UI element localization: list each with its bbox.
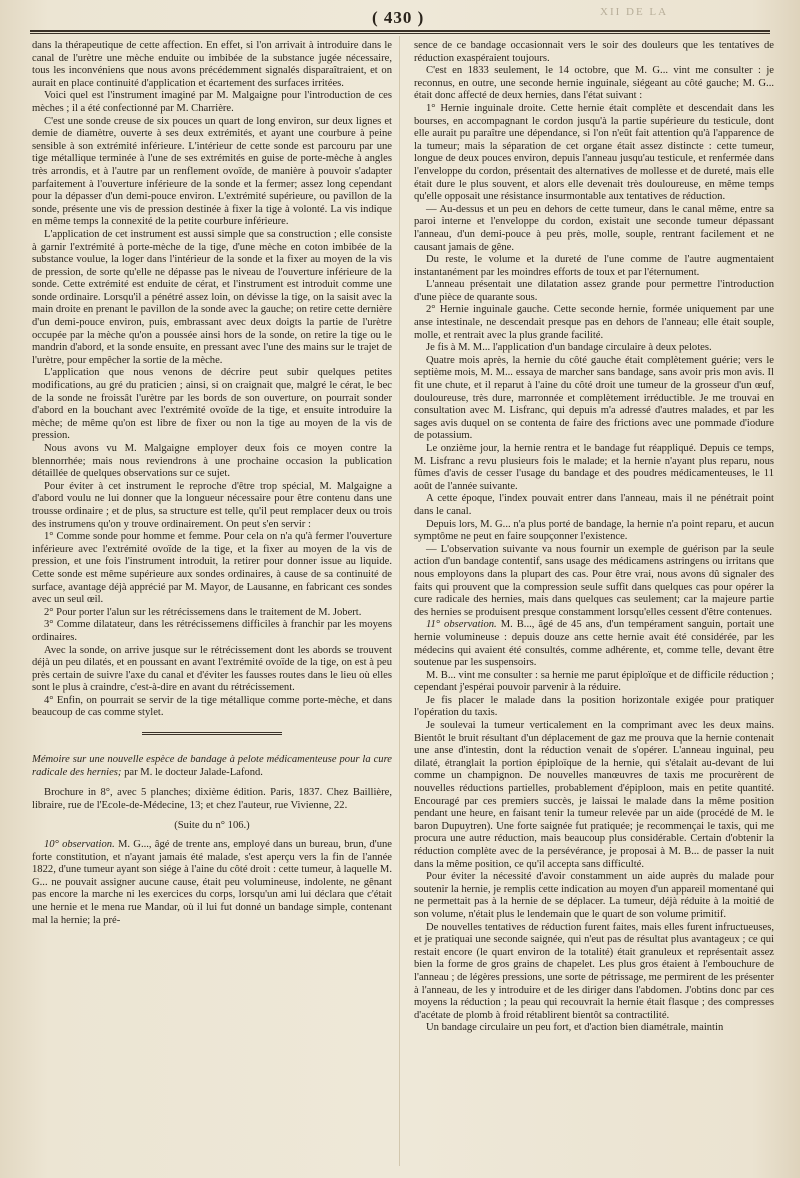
list-item: 2° Pour porter l'alun sur les rétrécissemens dans le traitement de M. Jobert.	[44, 606, 362, 618]
paragraph: Pour éviter la nécessité d'avoir constamment un aide auprès du malade pour soutenir la hernie, je remplis cette indication au moyen d'un appareil momentané qui ne permettait pas à la hernie de se déplacer. La tumeur, déjà réduite à la moitié de son volume, n'était plus le lendemain que le quart de son volume primitif.	[414, 871, 774, 920]
observation-paragraph	[414, 619, 774, 669]
observation-label: 11° observation.	[426, 619, 497, 631]
paragraph: — L'observation suivante va nous fournir un exemple de guérison par la seule action d'un bandage contentif, sans usage des médicamens astringens ou irritans que nous employons dans la plupart des cas. Pour être vrai, nous avons dû signaler des faits qui prouvent que la compression seule suffit dans quelques cas pour opérer la cure radicale des hernies, mais dans quelques cas seulement; car la majeure partie des hernies se produisent presque constamment lorsqu'elles cessent d'être contenues.	[414, 543, 774, 618]
paragraph: Je fis à M. M... l'application d'un bandage circulaire à deux pelotes.	[426, 342, 712, 354]
observation-paragraph	[32, 839, 392, 927]
paragraph: Depuis lors, M. G... n'a plus porté de bandage, la hernie n'a point reparu, et aucun symptôme ne peut en faire soupçonner l'existence.	[414, 518, 774, 543]
paragraph: 1° Hernie inguinale droite. Cette hernie était complète et descendait dans les bourses, en accompagnant le cordon jusqu'à la partie supérieure du testicule, dont elle aurait pu paraître une dépendance, si l'on n'eût fait attention qu'à l'apparence de la tumeur; mais la séparation de cet organe était assez distincte : cette tumeur, longue de deux pouces environ, depuis l'anneau jusqu'au testicule, et renfermée dans l'enveloppe du cordon, présentait des alternatives de mollesse et de dureté, mais elle était dure le plus souvent, et alors elle devenait très douloureuse, en même temps qu'elle opposait une résistance insurmontable aux tentatives de réduction.	[414, 102, 774, 203]
list-item: 3° Comme dilatateur, dans les rétrécissemens difficiles à franchir par les moyens ordinaires.	[32, 619, 392, 643]
paragraph: Je soulevai la tumeur verticalement en la comprimant avec les deux mains. Bientôt le bruit résultant d'un déplacement de gaz me prouva que la hernie contenait une anse d'intestin, dont la réduction venait de s'opérer. L'anneau inguinal, peu dilaté, étranglait la portion épiploïque de la hernie, qui s'étalait au-devant de lui comme un champignon. De nouvelles manœuvres de taxis me procurèrent de nouvelles réductions partielles, probablement d'épiploon, mais en petite quantité. Encouragé par ces premiers succès, je laissai le malade dans la même position pendant une heure, en faisant tenir la tumeur relevée par un aide (procédé de M. le baron Dupuytren). Une forte saignée fut pratiquée; je recommençai le taxis, qui me procura une autre réduction, mais beaucoup plus considérable. Certain d'obtenir la réduction complète avec de la persévérance, je proposai à M. B... de passer la nuit dans la même position, ce qu'il accepta sans difficulté.	[414, 720, 774, 870]
review-author: par M. le docteur Jalade-Lafond.	[124, 766, 263, 778]
review-title-block	[32, 754, 392, 779]
paragraph: Pour éviter à cet instrument le reproche d'être trop spécial, M. Malgaigne a d'abord voulu ne lui donner que la longueur nécessaire pour être contenu dans une trousse ordinaire ; et de plus, sa structure est telle, qu'il peut remplacer deux ou trois des instrumens qu'on y trouve ordinairement. On peut s'en servir :	[32, 480, 392, 530]
paragraph: M. B... vint me consulter : sa hernie me parut épiploïque et de difficile réduction ; cependant j'espérai pouvoir parvenir à la réduire.	[414, 669, 774, 694]
paragraph: L'anneau présentait une dilatation assez grande pour permettre l'introduction d'une pièce de quarante sous.	[414, 279, 774, 303]
paragraph: 2° Hernie inguinale gauche. Cette seconde hernie, formée uniquement par une anse intestinale, ne descendait presque pas en dehors de l'anneau; elle était souple, molle, et rentrait avec la plus grande facilité.	[414, 304, 774, 341]
page-number: ( 430 )	[372, 8, 425, 27]
paragraph: Voici quel est l'instrument imaginé par M. Malgaigne pour l'introduction de ces mèches ; il a été confectionné par M. Charrière.	[32, 90, 392, 114]
header-rule	[30, 30, 770, 34]
observation-text: M. B..., âgé de 45 ans, d'un tempérament sanguin, portait une hernie volumineuse : depuis douze ans cette hernie avait été considérée, par les médecins qui avaient été consultés, comme adhérente, et, comme telle, devant être soutenue par les suspensoirs.	[414, 619, 774, 669]
review-title: Mémoire sur une nouvelle espèce de bandage à pelote médicamenteuse pour la cure radicale des hernies;	[32, 754, 392, 778]
paragraph: C'est une sonde creuse de six pouces un quart de long environ, sur deux lignes et demie de diamètre, ouverte à ses deux extrémités, et ayant une courbure à peine sensible à son extrémité inférieure. L'intérieur de cette sonde est parcouru par une tige métallique terminée à l'une de ses extrémités en guise de porte-mèche à angles très arrondis, et à l'autre par un renflement ovoïde, de manière à pouvoir s'adapter parfaitement à l'ouverture inférieure de la sonde et la fermer; assez long cependant pour la dépasser d'un demi-pouce environ. L'extrémité supérieure, ou pavillon de la sonde, présente une vis de pression destinée à fixer la tige à volonté. La vis indique en même temps la connexité de la petite courbure inférieure.	[32, 115, 392, 228]
bibliographic-note: Brochure in 8°, avec 5 planches; dixième édition. Paris, 1837. Chez Baillière, libraire, rue de l'Ecole-de-Médecine, 13; et chez l'auteur, rue Vivienne, 22.	[32, 787, 392, 811]
paragraph: Quatre mois après, la hernie du côté gauche était complètement guérie; vers le septième mois, M. M... essaya de marcher sans bandage, sans avoir pris mon avis. Il fit une chute, et il reparut à l'aine du côté droit une tumeur de la grosseur d'un œuf, douloureuse, très dure, marronnée et complètement irréductible. Je me trouvai en consultation avec M. Lisfranc, qui depuis m'a adressé d'autres malades, et par les sages avis duquel on se contenta de faire des frictions avec une pommade d'iodure de potassium.	[414, 354, 774, 442]
paragraph: Avec la sonde, on arrive jusque sur le rétrécissement dont les abords se trouvent déjà un peu dilatés, et en poussant en avant l'extrémité ovoïde de la tige, on est à peu près certain de suivre l'axe du canal et d'éviter les fausses routes dans le lieu où elles sont le plus à craindre, c'est-à-dire en avant du rétrécissement.	[32, 644, 392, 694]
paragraph: dans la thérapeutique de cette affection. En effet, si l'on arrivait à introduire dans le canal de l'urètre une mèche enduite ou imbibée de la substance jugée nécessaire, tous les inconvéniens que nous avons précédemment signalés disparaîtraient, et on aurait en place continuité d'application et écartement des surfaces irritées.	[32, 40, 392, 89]
paragraph: Je fis placer le malade dans la position horizontale exigée pour pratiquer l'opération du taxis.	[414, 694, 774, 719]
paragraph: sence de ce bandage occasionnait vers le soir des douleurs que les tentatives de réduction exaspéraient toujours.	[414, 40, 774, 64]
observation-label: 10° observation.	[44, 839, 115, 851]
paragraph: L'application de cet instrument est aussi simple que sa construction ; elle consiste à garnir l'extrémité à porte-mèche de la tige, d'une mèche en coton imbibée de la substance voulue, la loger dans l'intérieur de la sonde et la fixer au moyen de la vis de pression, de sorte qu'elle ne dépasse pas le niveau de l'ouverture inférieure de la sonde. Cette extrémité est enduite de cérat, et l'instrument est introduit comme une sonde ordinaire. Lorsqu'il a pénétré assez loin, on dévisse la tige, on la saisit avec la main droite en prenant le pavillon de la sonde avec la gauche; on retire cette dernière d'un demi-pouce environ, puis, embrassant avec deux doigts la partie de l'urètre occupée par la mèche qu'on a poussée ainsi hors de la sonde, on retire la tige ou le mandrin d'abord, et la sonde ensuite, en pressant avec l'une des mains sur le trajet de l'urètre, pour empêcher la sortie de la mèche.	[32, 228, 392, 366]
list-item: 1° Comme sonde pour homme et femme. Pour cela on n'a qu'à fermer l'ouverture inférieure avec l'extrémité ovoïde de la tige, et la fixer au moyen de la vis de pression, et une fois l'instrument introduit, la retirer pour donner issue au liquide. Cette sonde est même supérieure aux sondes ordinaires, à cause de sa continuité de surface, avantage déjà apprécié par M. Mayor, de Lausanne, en fabricant ces sondes avec un seul œil.	[32, 531, 392, 606]
paragraph: De nouvelles tentatives de réduction furent faites, mais elles furent infructueuses, et je pratiquai une seconde saignée, qui n'eut pas de résultat plus avantageux ; ce qui restait encore (le quart environ de la totalité) était granuleux et représentait assez bien la forme de gros grains de chapelet. Les plus gros étaient à l'embouchure de l'anneau ; de légères pressions, une sorte de pétrissage, me permirent de les présenter à l'anneau, de les y introduire et de les diriger dans l'abdomen. J'obtins donc par ces moyens la réduction ; la peau qui recouvrait la hernie était flasque ; des compresses d'acétate de plomb à froid rétablirent bientôt sa contractilité.	[414, 921, 774, 1021]
paragraph: L'application que nous venons de décrire peut subir quelques petites modifications, au gré du praticien ; ainsi, si on craignait que, malgré le cérat, le bec de la sonde ne froissât l'urètre par les bords de son ouverture, on pourrait sonder d'abord en la bouchant avec l'extrémité ovoïde de la tige, et ensuite introduire la mèche; de même qu'on est libre de fixer ou non la tige au moyen de la vis de pression.	[32, 367, 392, 442]
paragraph: Du reste, le volume et la dureté de l'une comme de l'autre augmentaient instantanément par les moindres efforts de toux et par l'éternument.	[414, 254, 774, 278]
paragraph: C'est en 1833 seulement, le 14 octobre, que M. G... vint me consulter : je reconnus, en outre, une seconde hernie inguinale, siégeant au côté gauche; M. G... était donc affecté de deux hernies, dans l'état suivant :	[414, 65, 774, 102]
separator-rule	[142, 732, 282, 735]
paragraph: A cette époque, l'index pouvait entrer dans l'anneau, mais il ne pénétrait point dans le canal.	[414, 493, 774, 517]
paragraph: — Au-dessus et un peu en dehors de cette tumeur, dans le canal même, entre sa paroi interne et l'enveloppe du cordon, existait une seconde tumeur dépassant l'anneau, d'un demi-pouce à peu près, molle, souple, rentrant facilement et ne causant jamais de gêne.	[414, 203, 774, 253]
paragraph: Le onzième jour, la hernie rentra et le bandage fut réappliqué. Depuis ce temps, M. Lisfranc a revu plusieurs fois le malade; et la hernie n'ayant plus reparu, nous fûmes d'avis de cesser l'usage du bandage et des poudres médicamenteuses, le 11 août de l'année suivante.	[414, 443, 774, 492]
list-item: 4° Enfin, on pourrait se servir de la tige métallique comme porte-mèche, et dans beaucoup de cas comme stylet.	[32, 694, 392, 719]
page-header	[0, 6, 800, 32]
left-column	[32, 40, 392, 1174]
section-separator	[32, 720, 392, 748]
faded-running-head: XII DE LA	[600, 6, 669, 18]
paragraph: Nous avons vu M. Malgaigne employer deux fois ce moyen contre la blennorrhée; mais nous reviendrons à une prochaine occasion la publication détaillée de quelques observations sur ce sujet.	[32, 443, 392, 480]
right-column	[414, 40, 774, 1174]
column-gutter	[399, 36, 400, 1166]
observation-text: M. G..., âgé de trente ans, employé dans un bureau, brun, d'une forte constitution, et n'ayant jamais été malade, s'est aperçu vers la fin de l'année 1822, d'une tumeur ayant son siége à l'aine du côté droit : cette tumeur, à laquelle M. G... ne pouvait assigner aucune cause, était peu volumineuse, indolente, ne gênant pas encore la marche ni les exercices du corps, lorsqu'un ami lui déclara que c'était une hernie et le mena rue Mandar, où il lui fut donné un bandage simple, contenant mal la hernie; la pré-	[32, 839, 392, 926]
paragraph: Un bandage circulaire un peu fort, et d'action bien diamétrale, maintin	[426, 1022, 724, 1034]
continuation-note: (Suite du n° 106.)	[174, 820, 250, 832]
